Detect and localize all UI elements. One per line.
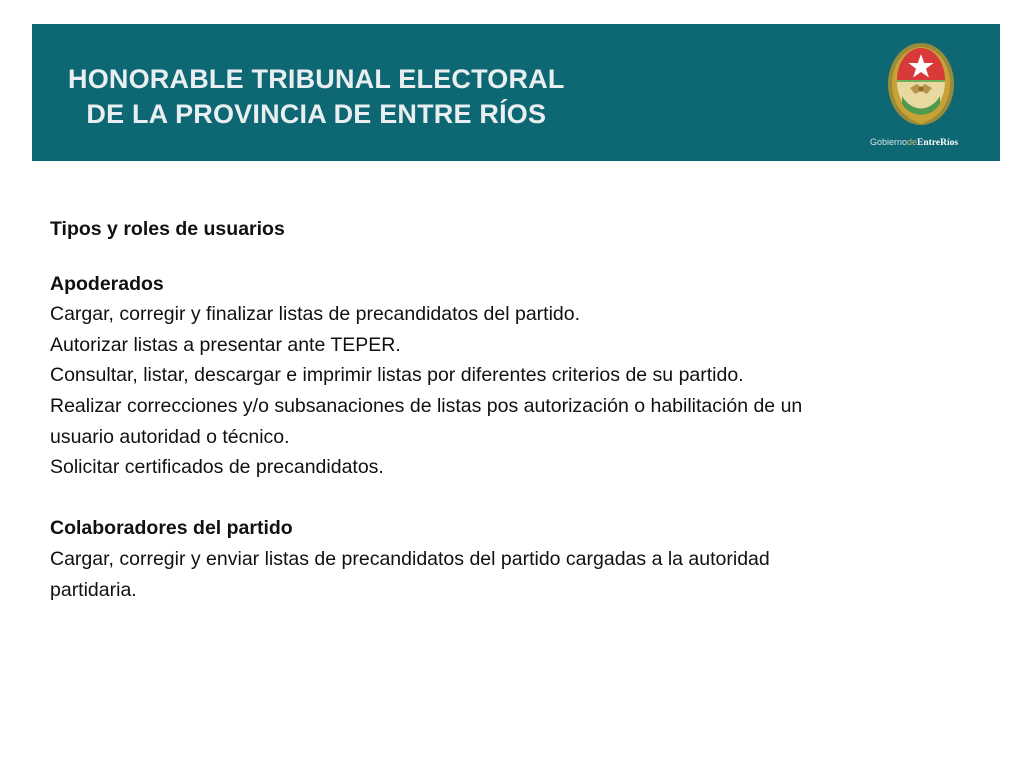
list-item: Solicitar certificados de precandidatos. xyxy=(50,456,384,479)
section-colaboradores xyxy=(50,513,980,605)
gobierno-entre-rios-logo xyxy=(870,137,958,148)
gov-logo-part-1: Gobierno xyxy=(870,137,908,147)
section-title: Apoderados xyxy=(50,272,164,295)
section-title: Colaboradores del partido xyxy=(50,517,293,540)
entre-rios-crest-icon xyxy=(886,38,956,126)
list-item: Realizar correcciones y/o subsanaciones de listas pos autorización o habilitación de un xyxy=(50,394,803,417)
slide-content xyxy=(50,214,980,605)
list-item: Consultar, listar, descargar e imprimir listas por diferentes criterios de su partido. xyxy=(50,364,744,387)
list-item: Autorizar listas a presentar ante TEPER. xyxy=(50,333,401,356)
banner-title-line-1: HONORABLE TRIBUNAL ELECTORAL xyxy=(68,64,565,94)
banner-title-line-2: DE LA PROVINCIA DE ENTRE RÍOS xyxy=(86,99,547,129)
section-apoderados xyxy=(50,269,980,483)
header-banner xyxy=(32,24,1000,161)
banner-title xyxy=(68,62,565,132)
content-heading: Tipos y roles de usuarios xyxy=(50,218,285,240)
list-item: usuario autoridad o técnico. xyxy=(50,425,290,448)
gov-logo-part-3: EntreRíos xyxy=(917,138,959,148)
list-item: partidaria. xyxy=(50,578,137,601)
list-item: Cargar, corregir y finalizar listas de precandidatos del partido. xyxy=(50,303,581,326)
gov-logo-part-2: de xyxy=(907,137,918,147)
list-item: Cargar, corregir y enviar listas de precandidatos del partido cargadas a la autoridad xyxy=(50,547,770,570)
